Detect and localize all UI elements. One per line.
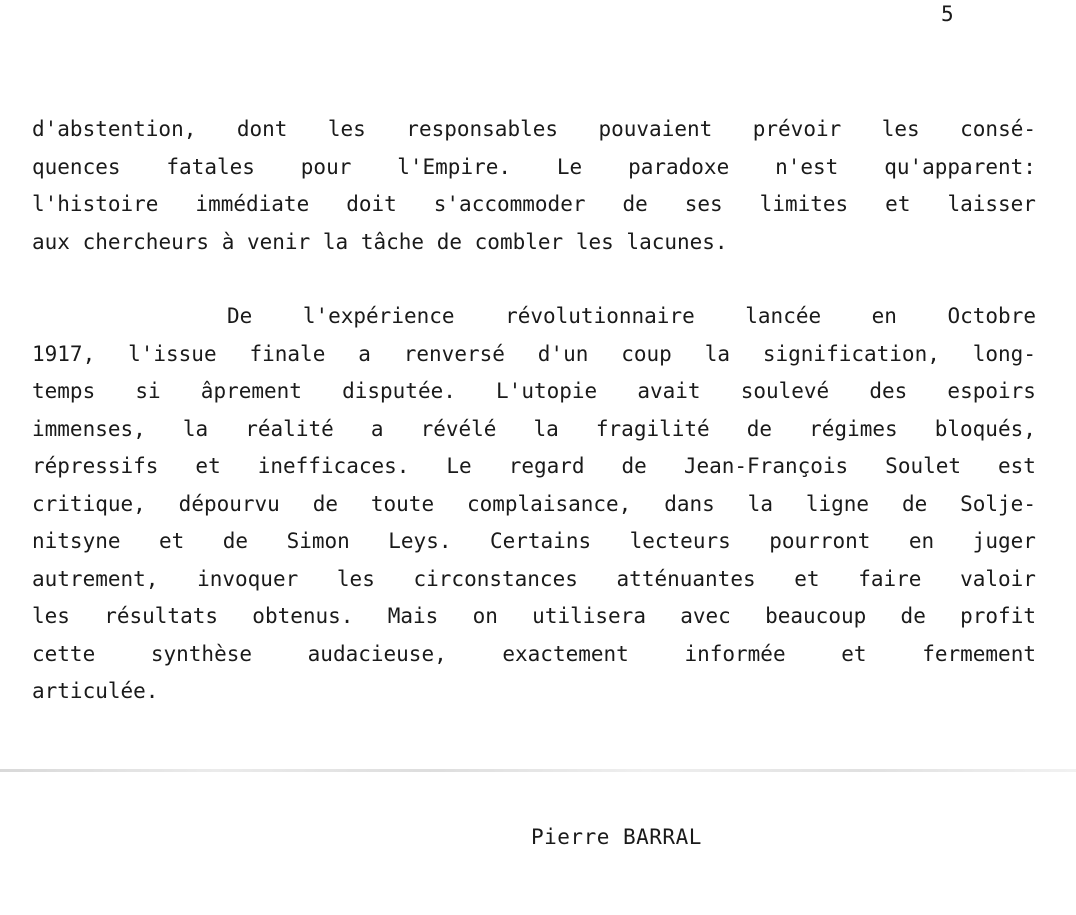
- word: paradoxe: [628, 155, 730, 179]
- word: la: [322, 230, 349, 254]
- word: Octobre: [947, 304, 1036, 328]
- text-line: [32, 340, 1036, 368]
- word: immédiate: [195, 192, 310, 216]
- word: Le: [556, 155, 583, 179]
- word: regard: [508, 454, 585, 478]
- text-line: [32, 565, 1036, 593]
- text-line: [32, 153, 1036, 181]
- word: s'accommoder: [433, 192, 586, 216]
- word: autrement,: [32, 567, 159, 591]
- word: a: [370, 417, 384, 441]
- word: De: [227, 304, 253, 328]
- word: lecteurs: [629, 529, 731, 553]
- word: dépourvu: [178, 492, 280, 516]
- word: consé-: [960, 117, 1036, 141]
- word: obtenus.: [252, 604, 354, 628]
- word: répressifs: [32, 454, 159, 478]
- word: nitsyne: [32, 529, 121, 553]
- word: les: [336, 567, 375, 591]
- word: et: [794, 567, 820, 591]
- word: complaisance,: [466, 492, 632, 516]
- text-line: [32, 377, 1036, 405]
- word: pour: [300, 155, 352, 179]
- word: des: [869, 379, 908, 403]
- word: les: [327, 117, 366, 141]
- word: renversé: [403, 342, 505, 366]
- word: invoquer: [197, 567, 299, 591]
- word: temps: [32, 379, 96, 403]
- text-line: [32, 677, 1036, 705]
- word: articulée.: [32, 679, 159, 703]
- word: est: [998, 454, 1036, 478]
- word: beaucoup: [765, 604, 867, 628]
- word: de: [746, 417, 773, 441]
- text-line: [32, 640, 1036, 668]
- word: n'est: [775, 155, 839, 179]
- text-line: [227, 302, 1036, 330]
- word: l'histoire: [32, 192, 159, 216]
- word: dont: [236, 117, 288, 141]
- word: inefficaces.: [257, 454, 410, 478]
- word: Soulet: [885, 454, 962, 478]
- author-signature: Pierre BARRAL: [531, 825, 702, 849]
- text-line: [32, 190, 1036, 218]
- word: la: [704, 342, 730, 366]
- word: informée: [684, 642, 786, 666]
- word: ligne: [805, 492, 870, 516]
- word: signification,: [762, 342, 940, 366]
- word: 1917,: [32, 342, 96, 366]
- word: cette: [32, 642, 96, 666]
- word: synthèse: [150, 642, 253, 666]
- word: de: [900, 604, 926, 628]
- word: révélé: [420, 417, 497, 441]
- word: chercheurs: [82, 230, 210, 254]
- word: bloqués,: [934, 417, 1036, 441]
- word: les: [32, 604, 70, 628]
- word: d'abstention,: [32, 117, 197, 141]
- word: fatales: [166, 155, 255, 179]
- word: si: [135, 379, 161, 403]
- text-line: [32, 228, 1036, 256]
- word: critique,: [32, 492, 146, 516]
- word: tâche: [360, 230, 425, 254]
- word: âprement: [200, 379, 302, 403]
- word: juger: [972, 529, 1036, 553]
- word: Jean-François: [683, 454, 849, 478]
- word: d'un: [537, 342, 589, 366]
- word: doit: [346, 192, 397, 216]
- word: Solje-: [960, 492, 1036, 516]
- word: et: [195, 454, 221, 478]
- word: de: [222, 529, 249, 553]
- page-number: 5: [941, 2, 955, 26]
- word: utilisera: [532, 604, 646, 628]
- word: l'expérience: [302, 304, 455, 328]
- word: pouvaient: [598, 117, 713, 141]
- word: Certains: [489, 529, 592, 553]
- word: coup: [621, 342, 672, 366]
- text-line: [32, 490, 1036, 518]
- word: qu'apparent:: [884, 155, 1036, 179]
- word: ses: [684, 192, 723, 216]
- word: espoirs: [947, 379, 1036, 403]
- word: profit: [960, 604, 1036, 628]
- text-line: [32, 452, 1036, 480]
- word: dans: [664, 492, 715, 516]
- word: la: [182, 417, 209, 441]
- scan-artifact-line: [0, 769, 1076, 772]
- word: Mais: [387, 604, 439, 628]
- text-line: [32, 415, 1036, 443]
- word: de: [622, 192, 648, 216]
- word: laisser: [947, 192, 1036, 216]
- word: avait: [637, 379, 701, 403]
- word: limites: [759, 192, 849, 216]
- word: et: [159, 529, 185, 553]
- word: révolutionnaire: [505, 304, 695, 328]
- word: toute: [370, 492, 435, 516]
- word: la: [747, 492, 773, 516]
- text-line: [32, 602, 1036, 630]
- word: L'utopie: [496, 379, 598, 403]
- word: venir: [247, 230, 311, 254]
- word: pourront: [769, 529, 871, 553]
- word: disputée.: [342, 379, 456, 403]
- word: la: [533, 417, 559, 441]
- word: de: [312, 492, 338, 516]
- word: en: [908, 529, 935, 553]
- word: lancée: [745, 304, 822, 328]
- word: en: [871, 304, 897, 328]
- word: Le: [446, 454, 472, 478]
- word: aux: [32, 230, 70, 254]
- word: responsables: [406, 117, 559, 141]
- word: résultats: [104, 604, 219, 628]
- word: Leys.: [388, 529, 452, 553]
- word: fragilité: [595, 417, 710, 441]
- word: atténuantes: [616, 567, 756, 591]
- word: prévoir: [752, 117, 842, 141]
- word: on: [472, 604, 498, 628]
- word: réalité: [245, 417, 334, 441]
- word: les: [575, 230, 614, 254]
- word: Simon: [286, 529, 350, 553]
- word: de: [901, 492, 928, 516]
- word: combler: [474, 230, 564, 254]
- word: lacunes.: [626, 230, 728, 254]
- word: exactement: [502, 642, 629, 666]
- word: avec: [680, 604, 731, 628]
- word: long-: [972, 342, 1036, 366]
- word: valoir: [960, 567, 1036, 591]
- word: a: [358, 342, 371, 366]
- word: et: [885, 192, 911, 216]
- word: l'issue: [128, 342, 217, 366]
- word: circonstances: [413, 567, 578, 591]
- word: de: [436, 230, 462, 254]
- word: de: [621, 454, 647, 478]
- word: régimes: [809, 417, 898, 441]
- word: soulevé: [740, 379, 830, 403]
- word: audacieuse,: [307, 642, 447, 666]
- word: et: [841, 642, 867, 666]
- word: les: [881, 117, 920, 141]
- text-line: [32, 527, 1036, 555]
- word: l'Empire.: [397, 155, 512, 179]
- word: finale: [249, 342, 326, 366]
- word: quences: [32, 155, 121, 179]
- word: fermement: [922, 642, 1036, 666]
- word: à: [221, 230, 235, 254]
- word: immenses,: [32, 417, 146, 441]
- text-line: [32, 115, 1036, 143]
- word: faire: [858, 567, 922, 591]
